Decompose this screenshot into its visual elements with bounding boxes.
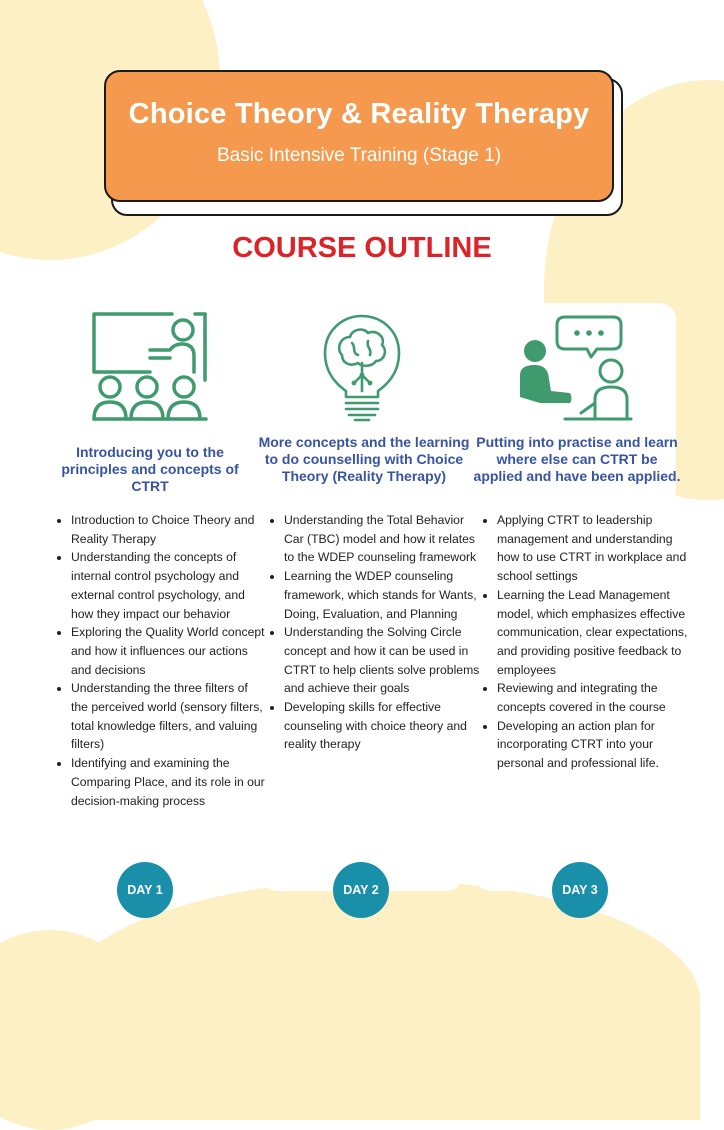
list-item: • Understanding the three filters of the perceived world (sensory filters, total knowledge filters, and valuing filters) [71,679,267,754]
presentation-audience-icon [90,310,210,425]
title-banner [104,70,614,202]
list-item: • Developing skills for effective counseling with choice theory and reality therapy [284,698,482,754]
page-subtitle: Basic Intensive Training (Stage 1) [216,145,502,166]
list-item: • Identifying and examining the Comparing Place, and its role in our decision-making process [71,754,267,810]
day-2-topics [267,511,482,754]
list-item: • Exploring the Quality World concept and how it influences our actions and decisions [71,623,267,679]
list-item: • Learning the Lead Management model, which emphasizes effective communication, clear expectations, and providing positive feedback to employees [497,586,697,680]
list-item: • Reviewing and integrating the concepts covered in the course [497,679,697,716]
list-item: • Developing an action plan for incorporating CTRT into your personal and professional life. [497,717,697,773]
list-item: • Introduction to Choice Theory and Reality Therapy [71,511,267,548]
section-title: COURSE OUTLINE [232,232,492,264]
background-blob-bottom [60,880,700,1120]
day-2-badge: DAY 2 [333,862,389,918]
conversation-people-icon [515,313,635,423]
list-item: • Understanding the concepts of internal control psychology and external control psychology, and how they impact our behavior [71,548,267,623]
day-1-badge: DAY 1 [117,862,173,918]
list-item: • Applying CTRT to leadership management and understanding how to use CTRT in workplace and school settings [497,511,697,586]
list-item: • Understanding the Total Behavior Car (TBC) model and how it relates to the WDEP counseling framework [284,511,482,567]
day-1-title: Introducing you to the principles and concepts of CTRT [61,444,239,494]
day-3-topics [480,511,697,773]
day-1-topics [54,511,267,810]
day-3-title: Putting into practise and learn where else can CTRT be applied and have been applied. [473,434,681,484]
brain-lightbulb-icon [322,313,402,423]
day-2-title: More concepts and the learning to do counselling with Choice Theory (Reality Therapy) [258,434,470,484]
list-item: • Understanding the Solving Circle concept and how it can be used in CTRT to help clients solve problems and achieve their goals [284,623,482,698]
day-3-badge: DAY 3 [552,862,608,918]
page-title: Choice Theory & Reality Therapy [128,98,590,130]
list-item: • Learning the WDEP counseling framework, which stands for Wants, Doing, Evaluation, and Planning [284,567,482,623]
